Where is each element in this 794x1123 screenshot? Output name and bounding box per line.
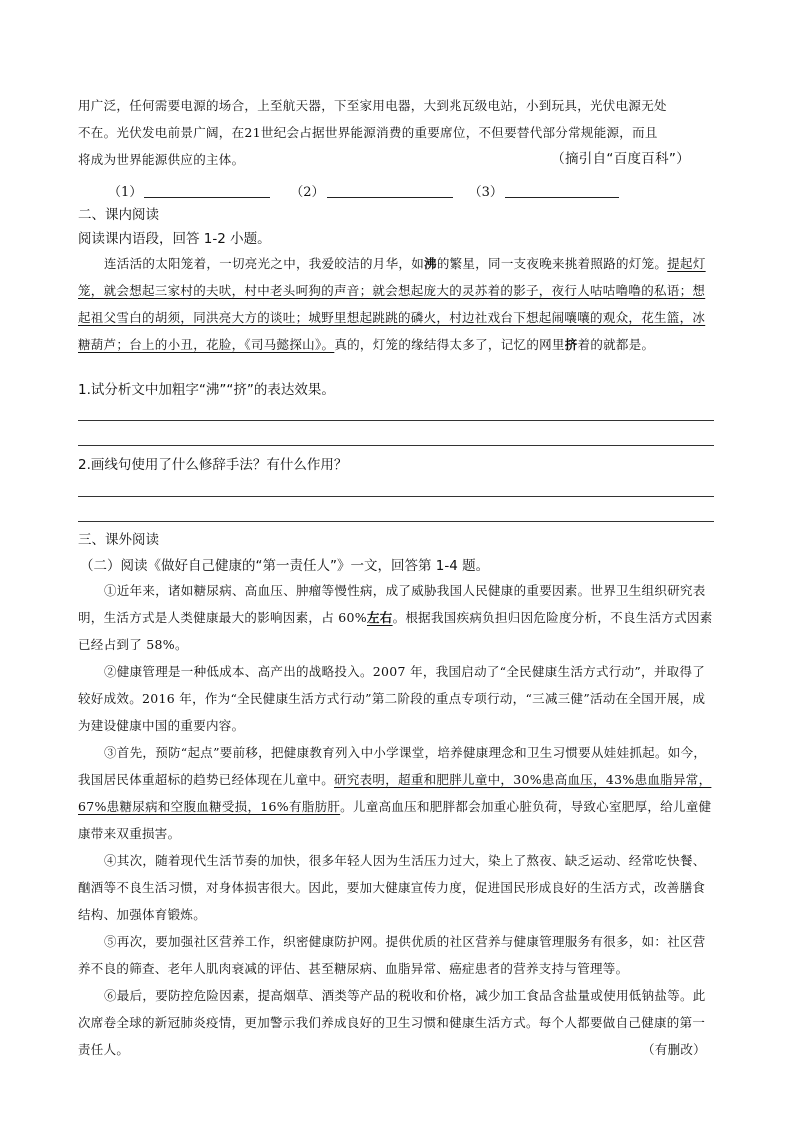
passage-part-c: 真的，灯笼的缘结得太多了，记忆的网里 <box>334 337 565 352</box>
intro-paragraph <box>78 92 714 173</box>
article-paragraph-1 <box>78 577 714 658</box>
p6-text: ⑥最后，要防控危险因素，提高烟草、酒类等产品的税收和价格，减少加工食品含盐量或使用低钠盐等。此次席卷全球的新冠肺炎疫情，更加警示我们养成良好的卫生习惯和健康生活方式。每个人都要做自己健康的第一责任人。 <box>78 988 706 1057</box>
intro-source: （摘引自“百度百科”） <box>551 151 690 167</box>
underlined-sentence: 提起灯笼，就会想起三家村的夫吠，村中老头呵狗的声音；就会想起庞大的灵苏着的影子，夜行人咕咕噜噜的私语；想起祖父雪白的胡须，同洪亮大方的谈吐；城野里想起跳跳的磷火，村边社戏台下想起闹嚷嚷的观众，花生篮，冰糖葫芦；台上的小丑，花脸，《司马懿探山》。 <box>78 256 706 352</box>
section-3-article <box>78 577 714 1063</box>
bold-char-fei: 沸 <box>424 256 437 271</box>
article-paragraph-6 <box>78 982 714 1063</box>
article-paragraph-4: ④其次，随着现代生活节奏的加快，很多年轻人因为生活压力过大，染上了熬夜、缺乏运动、经常吃快餐、酗酒等不良生活习惯，对身体损害很大。因此，要加大健康宣传力度，促进国民形成良好的生活方式，改善膳食结构、加强体育锻炼。 <box>78 853 706 922</box>
answer-line-q2-a[interactable] <box>78 496 714 497</box>
passage-text <box>78 250 714 358</box>
section-2-heading: 二、课内阅读 <box>78 207 159 223</box>
intro-line-1: 用广泛，任何需要电源的场合，上至航天器，下至家用电器，大到兆瓦级电站，小到玩具，光伏电源无处 <box>78 98 667 113</box>
answer-line-q2-b[interactable] <box>78 521 714 522</box>
intro-line-3-text: 将成为世界能源供应的主体。 <box>78 152 245 167</box>
p3-text-b: 。儿童高血压和肥胖都会加重心脏负荷，导致心室肥厚，给儿童健康带来双重损害。 <box>78 799 712 841</box>
answer-line-q1-b[interactable] <box>78 445 714 446</box>
intro-line-3 <box>78 146 714 173</box>
passage-part-a: 连活活的太阳笼着，一切亮光之中，我爱皎洁的月华，如 <box>104 256 425 271</box>
passage-part-b: 的繁星，同一支夜晚来挑着照路的灯笼。 <box>436 256 668 271</box>
question-1: 1.试分析文中加粗字“沸”“挤”的表达效果。 <box>78 382 335 398</box>
p3-underlined: 研究表明，超重和肥胖儿童中，30%患高血压，43%患血脂异常，67%患糖尿病和空腹血糖受损，16%有脂肪肝 <box>78 772 712 814</box>
blank-input-1[interactable] <box>144 183 270 198</box>
fill-blanks-row <box>108 181 744 200</box>
section-2-prompt: 阅读课内语段，回答 1-2 小题。 <box>78 231 271 247</box>
blank-label-1: （1） <box>108 185 143 200</box>
bold-char-ji: 挤 <box>564 337 578 352</box>
article-paragraph-2: ②健康管理是一种低成本、高产出的战略投入。2007 年，我国启动了“全民健康生活方式行动”，并取得了较好成效。2016 年，作为“全民健康生活方式行动”第二阶段的重点专项行动，“三减三健”活动在全国开展，成为建设健康中国的重要内容。 <box>78 664 706 733</box>
revision-note: （有删改） <box>641 1042 706 1057</box>
passage-part-d: 着的就都是。 <box>577 337 655 352</box>
answer-line-q1-a[interactable] <box>78 420 714 421</box>
p1-text-b: 。根据我国疾病负担归因危险度分析，不良生活方式因素已经占到了 58%。 <box>78 610 713 652</box>
section-3-heading: 三、课外阅读 <box>78 532 159 548</box>
blank-label-2: （2） <box>290 185 325 200</box>
p1-text-a: ①近年来，诸如糖尿病、高血压、肿瘤等慢性病，成了威胁我国人民健康的重要因素。世界卫生组织研究表明，生活方式是人类健康最大的影响因素，占 60% <box>78 583 706 625</box>
blank-input-2[interactable] <box>327 183 453 198</box>
p3-text-a: ③首先，预防“起点”要前移，把健康教育列入中小学课堂，培养健康理念和卫生习惯要从娃娃抓起。如今，我国居民体重超标的趋势已经体现在儿童中。 <box>78 745 707 787</box>
section-3-prompt: （二）阅读《做好自己健康的“第一责任人”》一文，回答第 1-4 题。 <box>80 558 490 574</box>
p1-underlined: 左右 <box>366 610 393 625</box>
blank-label-3: （3） <box>468 185 503 200</box>
article-paragraph-3 <box>78 739 714 847</box>
intro-line-2: 不在。光伏发电前景广阔，在21世纪会占据世界能源消费的重要席位，不但要替代部分常规能源，而且 <box>78 125 658 140</box>
section-2-passage <box>78 250 714 358</box>
blank-input-3[interactable] <box>505 183 619 198</box>
article-paragraph-5: ⑤再次，要加强社区营养工作，织密健康防护网。提供优质的社区营养与健康管理服务有很多，如：社区营养不良的筛查、老年人肌肉衰减的评估、甚至糖尿病、血脂异常、癌症患者的营养支持与管理等。 <box>78 934 706 976</box>
question-2: 2.画线句使用了什么修辞手法？有什么作用？ <box>78 457 348 473</box>
